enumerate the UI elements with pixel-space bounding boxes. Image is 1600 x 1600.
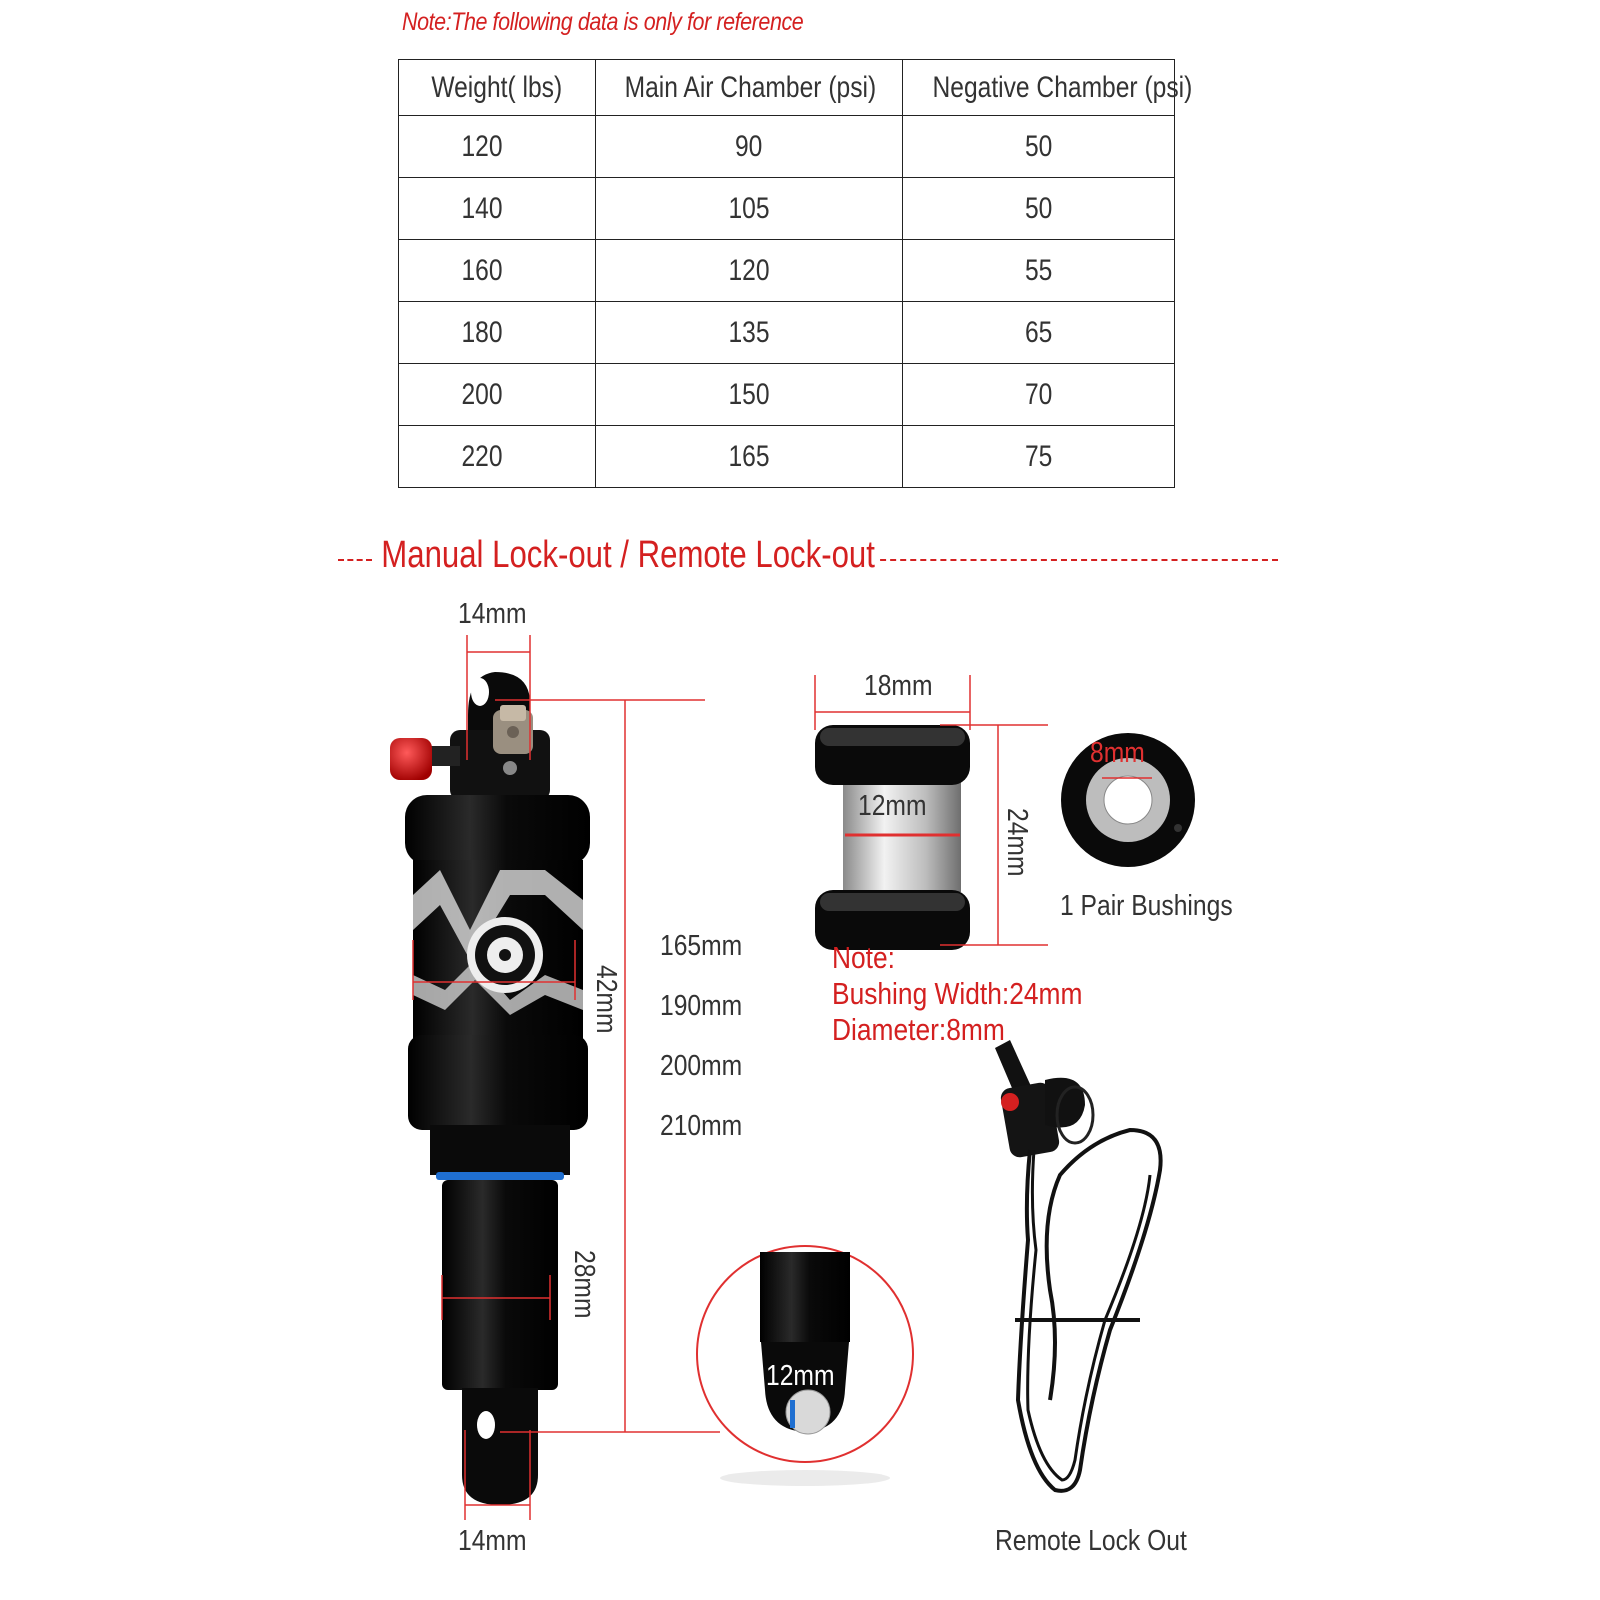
main-air-cell: 135 — [596, 302, 903, 364]
negative-cell: 50 — [903, 178, 1175, 240]
negative-cell: 55 — [903, 240, 1175, 302]
rear-shock-image — [390, 672, 590, 1505]
bushing-note-width: Bushing Width:24mm — [832, 976, 1083, 1011]
bushing-inner-label: 12mm — [858, 790, 927, 822]
weight-cell: 120 — [399, 116, 596, 178]
eyelet-bore-label: 12mm — [766, 1360, 835, 1392]
shock-body-diameter: 42mm — [590, 965, 622, 1034]
bushing-width-label: 18mm — [864, 670, 933, 702]
weight-cell: 180 — [399, 302, 596, 364]
header-negative-chamber: Negative Chamber (psi) — [903, 60, 1175, 116]
main-air-cell: 105 — [596, 178, 903, 240]
shock-shaft-diameter: 28mm — [568, 1250, 600, 1319]
remote-lockout-caption: Remote Lock Out — [995, 1525, 1187, 1557]
length-option: 165mm — [660, 930, 743, 962]
bushing-note-title: Note: — [832, 940, 895, 975]
reference-note: Note:The following data is only for reference — [402, 8, 804, 36]
length-option: 210mm — [660, 1110, 743, 1142]
main-air-cell: 165 — [596, 426, 903, 488]
negative-cell: 65 — [903, 302, 1175, 364]
bushing-note — [832, 940, 1082, 1048]
length-option: 200mm — [660, 1050, 743, 1082]
header-weight: Weight( lbs) — [399, 60, 596, 116]
negative-cell: 50 — [903, 116, 1175, 178]
negative-cell: 70 — [903, 364, 1175, 426]
weight-cell: 160 — [399, 240, 596, 302]
weight-cell: 220 — [399, 426, 596, 488]
weight-cell: 200 — [399, 364, 596, 426]
section-title: Manual Lock-out / Remote Lock-out — [378, 534, 878, 577]
shock-top-eyelet-width: 14mm — [458, 598, 527, 630]
header-main-air-chamber: Main Air Chamber (psi) — [596, 60, 903, 116]
weight-cell: 140 — [399, 178, 596, 240]
negative-cell: 75 — [903, 426, 1175, 488]
remote-lockout-image — [995, 1040, 1161, 1491]
bushing-height-label: 24mm — [1001, 808, 1033, 877]
washer-hole-label: 8mm — [1090, 737, 1145, 769]
shock-bottom-eyelet-width: 14mm — [458, 1525, 527, 1557]
main-air-cell: 120 — [596, 240, 903, 302]
bushing-note-diameter: Diameter:8mm — [832, 1012, 1005, 1047]
bushings-caption: 1 Pair Bushings — [1060, 890, 1233, 922]
main-air-cell: 150 — [596, 364, 903, 426]
length-option: 190mm — [660, 990, 743, 1022]
bushing-image — [815, 725, 970, 950]
main-air-cell: 90 — [596, 116, 903, 178]
